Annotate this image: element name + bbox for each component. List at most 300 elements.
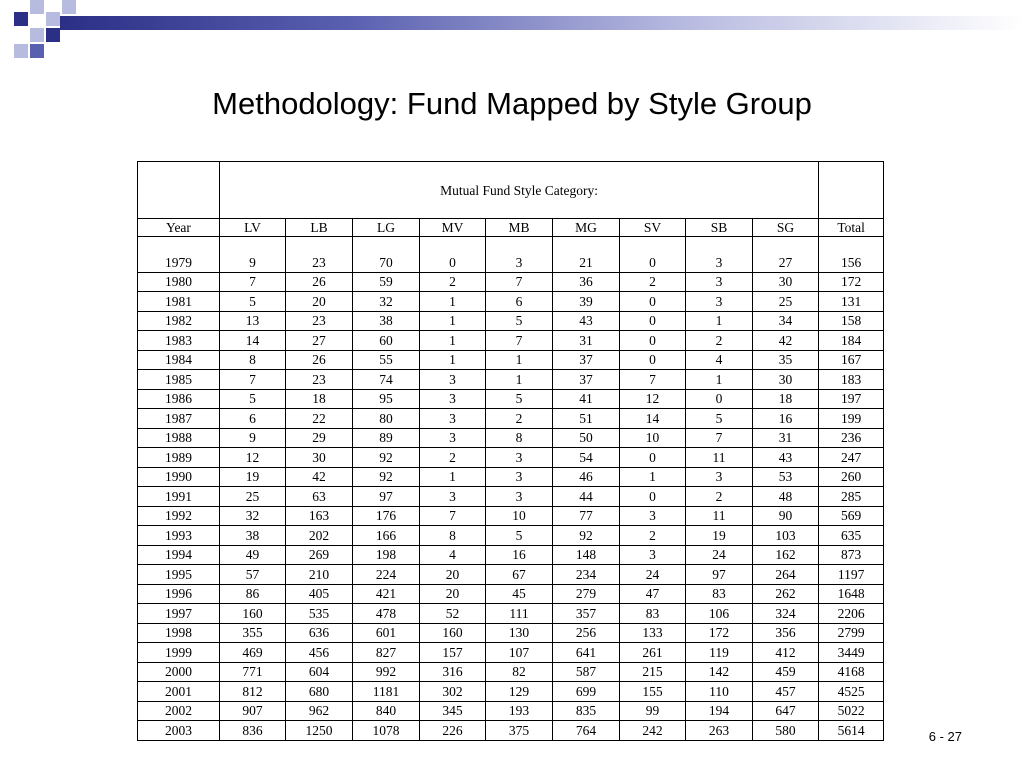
count-cell: 1 (420, 311, 486, 331)
decorative-square (62, 0, 76, 14)
total-cell: 260 (819, 467, 884, 487)
total-cell: 2206 (819, 604, 884, 624)
count-cell: 37 (553, 350, 620, 370)
total-cell: 131 (819, 292, 884, 312)
count-cell: 18 (286, 389, 353, 409)
count-cell: 97 (686, 565, 753, 585)
count-cell: 67 (486, 565, 553, 585)
table-row (138, 253, 884, 272)
count-cell: 962 (286, 701, 353, 721)
year-cell: 1997 (138, 604, 220, 624)
count-cell: 45 (486, 584, 553, 604)
count-cell: 5 (486, 389, 553, 409)
count-cell: 163 (286, 506, 353, 526)
count-cell: 0 (620, 292, 686, 312)
count-cell: 324 (753, 604, 819, 624)
count-cell: 7 (220, 370, 286, 390)
column-header: MB (486, 219, 553, 237)
year-cell: 1993 (138, 526, 220, 546)
table-row (138, 409, 884, 429)
count-cell: 99 (620, 701, 686, 721)
total-cell: 873 (819, 545, 884, 565)
count-cell: 30 (753, 370, 819, 390)
year-cell: 1979 (138, 253, 220, 272)
count-cell: 130 (486, 623, 553, 643)
count-cell: 30 (286, 448, 353, 468)
count-cell: 0 (620, 311, 686, 331)
count-cell: 198 (353, 545, 420, 565)
category-caption: Mutual Fund Style Category: (220, 162, 819, 219)
total-cell: 199 (819, 409, 884, 429)
count-cell: 345 (420, 701, 486, 721)
count-cell: 5 (686, 409, 753, 429)
count-cell: 3 (686, 272, 753, 292)
table-row (138, 545, 884, 565)
decorative-square (14, 12, 28, 26)
count-cell: 36 (553, 272, 620, 292)
count-cell: 0 (420, 253, 486, 272)
count-cell: 24 (620, 565, 686, 585)
total-cell: 184 (819, 331, 884, 351)
table-row (138, 331, 884, 351)
count-cell: 103 (753, 526, 819, 546)
count-cell: 160 (420, 623, 486, 643)
count-cell: 119 (686, 643, 753, 663)
count-cell: 264 (753, 565, 819, 585)
count-cell: 41 (553, 389, 620, 409)
column-header: MV (420, 219, 486, 237)
count-cell: 907 (220, 701, 286, 721)
category-header-row (138, 162, 884, 219)
count-cell: 1 (420, 467, 486, 487)
year-cell: 2002 (138, 701, 220, 721)
count-cell: 90 (753, 506, 819, 526)
count-cell: 14 (620, 409, 686, 429)
count-cell: 3 (420, 487, 486, 507)
count-cell: 215 (620, 662, 686, 682)
count-cell: 263 (686, 721, 753, 741)
total-cell: 569 (819, 506, 884, 526)
count-cell: 129 (486, 682, 553, 702)
year-cell: 1989 (138, 448, 220, 468)
table-row (138, 292, 884, 312)
count-cell: 812 (220, 682, 286, 702)
total-cell: 247 (819, 448, 884, 468)
decorative-square (46, 28, 60, 42)
count-cell: 5 (220, 292, 286, 312)
count-cell: 3 (486, 467, 553, 487)
count-cell: 601 (353, 623, 420, 643)
count-cell: 16 (753, 409, 819, 429)
decorative-square (14, 44, 28, 58)
count-cell: 0 (620, 448, 686, 468)
count-cell: 1 (420, 350, 486, 370)
table-row (138, 565, 884, 585)
count-cell: 148 (553, 545, 620, 565)
count-cell: 9 (220, 253, 286, 272)
count-cell: 92 (353, 467, 420, 487)
count-cell: 23 (286, 311, 353, 331)
count-cell: 316 (420, 662, 486, 682)
count-cell: 1 (620, 467, 686, 487)
count-cell: 11 (686, 448, 753, 468)
count-cell: 38 (220, 526, 286, 546)
count-cell: 771 (220, 662, 286, 682)
count-cell: 1 (420, 331, 486, 351)
total-cell: 4525 (819, 682, 884, 702)
table-row (138, 311, 884, 331)
count-cell: 27 (286, 331, 353, 351)
count-cell: 2 (420, 448, 486, 468)
count-cell: 2 (620, 272, 686, 292)
count-cell: 32 (220, 506, 286, 526)
count-cell: 25 (220, 487, 286, 507)
count-cell: 8 (486, 428, 553, 448)
count-cell: 12 (220, 448, 286, 468)
count-cell: 357 (553, 604, 620, 624)
column-header: Total (819, 219, 884, 237)
count-cell: 10 (486, 506, 553, 526)
count-cell: 840 (353, 701, 420, 721)
count-cell: 1250 (286, 721, 353, 741)
count-cell: 166 (353, 526, 420, 546)
count-cell: 74 (353, 370, 420, 390)
count-cell: 5 (486, 526, 553, 546)
count-cell: 172 (686, 623, 753, 643)
count-cell: 3 (620, 506, 686, 526)
count-cell: 26 (286, 272, 353, 292)
count-cell: 469 (220, 643, 286, 663)
count-cell: 39 (553, 292, 620, 312)
count-cell: 0 (620, 487, 686, 507)
table-row (138, 721, 884, 741)
style-category-table (137, 161, 884, 741)
spacer-row (138, 237, 884, 254)
count-cell: 580 (753, 721, 819, 741)
count-cell: 23 (286, 370, 353, 390)
count-cell: 160 (220, 604, 286, 624)
total-cell: 236 (819, 428, 884, 448)
year-cell: 1999 (138, 643, 220, 663)
count-cell: 19 (686, 526, 753, 546)
decorative-square (46, 12, 60, 26)
count-cell: 457 (753, 682, 819, 702)
header-gradient-bar (60, 16, 1024, 30)
count-cell: 3 (486, 253, 553, 272)
total-cell: 197 (819, 389, 884, 409)
count-cell: 30 (753, 272, 819, 292)
table-row (138, 467, 884, 487)
count-cell: 111 (486, 604, 553, 624)
total-cell: 172 (819, 272, 884, 292)
count-cell: 3 (420, 428, 486, 448)
table-row (138, 623, 884, 643)
count-cell: 3 (686, 292, 753, 312)
table-row (138, 643, 884, 663)
total-cell: 156 (819, 253, 884, 272)
year-cell: 2001 (138, 682, 220, 702)
year-cell: 1988 (138, 428, 220, 448)
total-cell: 285 (819, 487, 884, 507)
column-header: SV (620, 219, 686, 237)
count-cell: 53 (753, 467, 819, 487)
count-cell: 14 (220, 331, 286, 351)
count-cell: 43 (753, 448, 819, 468)
total-cell: 5614 (819, 721, 884, 741)
count-cell: 5 (220, 389, 286, 409)
decorative-square (30, 0, 44, 14)
count-cell: 49 (220, 545, 286, 565)
count-cell: 42 (753, 331, 819, 351)
count-cell: 261 (620, 643, 686, 663)
count-cell: 20 (286, 292, 353, 312)
year-cell: 2000 (138, 662, 220, 682)
decorative-square (30, 44, 44, 58)
count-cell: 60 (353, 331, 420, 351)
count-cell: 355 (220, 623, 286, 643)
count-cell: 456 (286, 643, 353, 663)
count-cell: 80 (353, 409, 420, 429)
count-cell: 193 (486, 701, 553, 721)
count-cell: 6 (486, 292, 553, 312)
column-header: SG (753, 219, 819, 237)
total-cell: 2799 (819, 623, 884, 643)
count-cell: 22 (286, 409, 353, 429)
count-cell: 1 (686, 311, 753, 331)
count-cell: 46 (553, 467, 620, 487)
count-cell: 8 (220, 350, 286, 370)
total-cell: 4168 (819, 662, 884, 682)
count-cell: 107 (486, 643, 553, 663)
count-cell: 0 (620, 253, 686, 272)
column-header-row (138, 219, 884, 237)
count-cell: 37 (553, 370, 620, 390)
table-row (138, 350, 884, 370)
table-row (138, 487, 884, 507)
count-cell: 82 (486, 662, 553, 682)
count-cell: 0 (620, 350, 686, 370)
count-cell: 48 (753, 487, 819, 507)
count-cell: 3 (620, 545, 686, 565)
count-cell: 34 (753, 311, 819, 331)
count-cell: 262 (753, 584, 819, 604)
count-cell: 992 (353, 662, 420, 682)
year-cell: 1981 (138, 292, 220, 312)
count-cell: 9 (220, 428, 286, 448)
count-cell: 256 (553, 623, 620, 643)
table-row (138, 662, 884, 682)
year-cell: 2003 (138, 721, 220, 741)
count-cell: 63 (286, 487, 353, 507)
table-row (138, 604, 884, 624)
count-cell: 1 (420, 292, 486, 312)
year-cell: 1995 (138, 565, 220, 585)
year-cell: 1991 (138, 487, 220, 507)
count-cell: 8 (420, 526, 486, 546)
count-cell: 92 (553, 526, 620, 546)
count-cell: 20 (420, 584, 486, 604)
count-cell: 3 (686, 253, 753, 272)
count-cell: 86 (220, 584, 286, 604)
table-row (138, 448, 884, 468)
count-cell: 2 (486, 409, 553, 429)
column-header: LG (353, 219, 420, 237)
total-cell: 635 (819, 526, 884, 546)
count-cell: 70 (353, 253, 420, 272)
slide-title: Methodology: Fund Mapped by Style Group (212, 86, 812, 121)
total-cell: 5022 (819, 701, 884, 721)
count-cell: 699 (553, 682, 620, 702)
count-cell: 43 (553, 311, 620, 331)
table-row (138, 272, 884, 292)
count-cell: 279 (553, 584, 620, 604)
year-cell: 1983 (138, 331, 220, 351)
count-cell: 176 (353, 506, 420, 526)
count-cell: 51 (553, 409, 620, 429)
count-cell: 0 (620, 331, 686, 351)
table-row (138, 506, 884, 526)
count-cell: 155 (620, 682, 686, 702)
count-cell: 194 (686, 701, 753, 721)
count-cell: 21 (553, 253, 620, 272)
count-cell: 6 (220, 409, 286, 429)
page-number: 6 - 27 (928, 729, 962, 744)
count-cell: 7 (220, 272, 286, 292)
year-cell: 1985 (138, 370, 220, 390)
total-cell: 183 (819, 370, 884, 390)
column-header: LB (286, 219, 353, 237)
count-cell: 647 (753, 701, 819, 721)
count-cell: 42 (286, 467, 353, 487)
count-cell: 25 (753, 292, 819, 312)
count-cell: 1 (486, 350, 553, 370)
count-cell: 10 (620, 428, 686, 448)
column-header: LV (220, 219, 286, 237)
count-cell: 13 (220, 311, 286, 331)
year-cell: 1994 (138, 545, 220, 565)
count-cell: 83 (686, 584, 753, 604)
count-cell: 18 (753, 389, 819, 409)
count-cell: 2 (620, 526, 686, 546)
table-row (138, 526, 884, 546)
count-cell: 157 (420, 643, 486, 663)
year-cell: 1990 (138, 467, 220, 487)
count-cell: 2 (686, 331, 753, 351)
count-cell: 202 (286, 526, 353, 546)
total-cell: 167 (819, 350, 884, 370)
count-cell: 242 (620, 721, 686, 741)
count-cell: 52 (420, 604, 486, 624)
count-cell: 38 (353, 311, 420, 331)
count-cell: 1181 (353, 682, 420, 702)
year-cell: 1987 (138, 409, 220, 429)
count-cell: 405 (286, 584, 353, 604)
column-header: SB (686, 219, 753, 237)
count-cell: 3 (486, 448, 553, 468)
count-cell: 89 (353, 428, 420, 448)
count-cell: 302 (420, 682, 486, 702)
table-row (138, 428, 884, 448)
count-cell: 234 (553, 565, 620, 585)
count-cell: 680 (286, 682, 353, 702)
count-cell: 31 (553, 331, 620, 351)
count-cell: 764 (553, 721, 620, 741)
count-cell: 2 (686, 487, 753, 507)
count-cell: 835 (553, 701, 620, 721)
count-cell: 97 (353, 487, 420, 507)
year-cell: 1996 (138, 584, 220, 604)
count-cell: 3 (486, 487, 553, 507)
count-cell: 7 (486, 272, 553, 292)
count-cell: 7 (686, 428, 753, 448)
count-cell: 636 (286, 623, 353, 643)
table-row (138, 584, 884, 604)
count-cell: 421 (353, 584, 420, 604)
total-cell: 158 (819, 311, 884, 331)
empty-corner-cell (138, 162, 220, 219)
table-row (138, 389, 884, 409)
count-cell: 162 (753, 545, 819, 565)
count-cell: 55 (353, 350, 420, 370)
count-cell: 7 (620, 370, 686, 390)
count-cell: 1 (486, 370, 553, 390)
total-cell: 1648 (819, 584, 884, 604)
count-cell: 27 (753, 253, 819, 272)
count-cell: 32 (353, 292, 420, 312)
count-cell: 224 (353, 565, 420, 585)
column-header: Year (138, 219, 220, 237)
count-cell: 47 (620, 584, 686, 604)
count-cell: 535 (286, 604, 353, 624)
count-cell: 1 (686, 370, 753, 390)
year-cell: 1998 (138, 623, 220, 643)
count-cell: 2 (420, 272, 486, 292)
count-cell: 0 (686, 389, 753, 409)
column-header: MG (553, 219, 620, 237)
year-cell: 1992 (138, 506, 220, 526)
year-cell: 1986 (138, 389, 220, 409)
table-row (138, 682, 884, 702)
count-cell: 5 (486, 311, 553, 331)
count-cell: 54 (553, 448, 620, 468)
count-cell: 29 (286, 428, 353, 448)
count-cell: 375 (486, 721, 553, 741)
count-cell: 35 (753, 350, 819, 370)
count-cell: 24 (686, 545, 753, 565)
count-cell: 478 (353, 604, 420, 624)
count-cell: 356 (753, 623, 819, 643)
count-cell: 7 (420, 506, 486, 526)
decorative-square (30, 28, 44, 42)
count-cell: 31 (753, 428, 819, 448)
count-cell: 26 (286, 350, 353, 370)
count-cell: 827 (353, 643, 420, 663)
count-cell: 269 (286, 545, 353, 565)
count-cell: 4 (686, 350, 753, 370)
count-cell: 604 (286, 662, 353, 682)
count-cell: 20 (420, 565, 486, 585)
count-cell: 3 (420, 409, 486, 429)
count-cell: 4 (420, 545, 486, 565)
count-cell: 110 (686, 682, 753, 702)
count-cell: 83 (620, 604, 686, 624)
year-cell: 1984 (138, 350, 220, 370)
count-cell: 57 (220, 565, 286, 585)
count-cell: 226 (420, 721, 486, 741)
table-row (138, 370, 884, 390)
count-cell: 7 (486, 331, 553, 351)
count-cell: 142 (686, 662, 753, 682)
